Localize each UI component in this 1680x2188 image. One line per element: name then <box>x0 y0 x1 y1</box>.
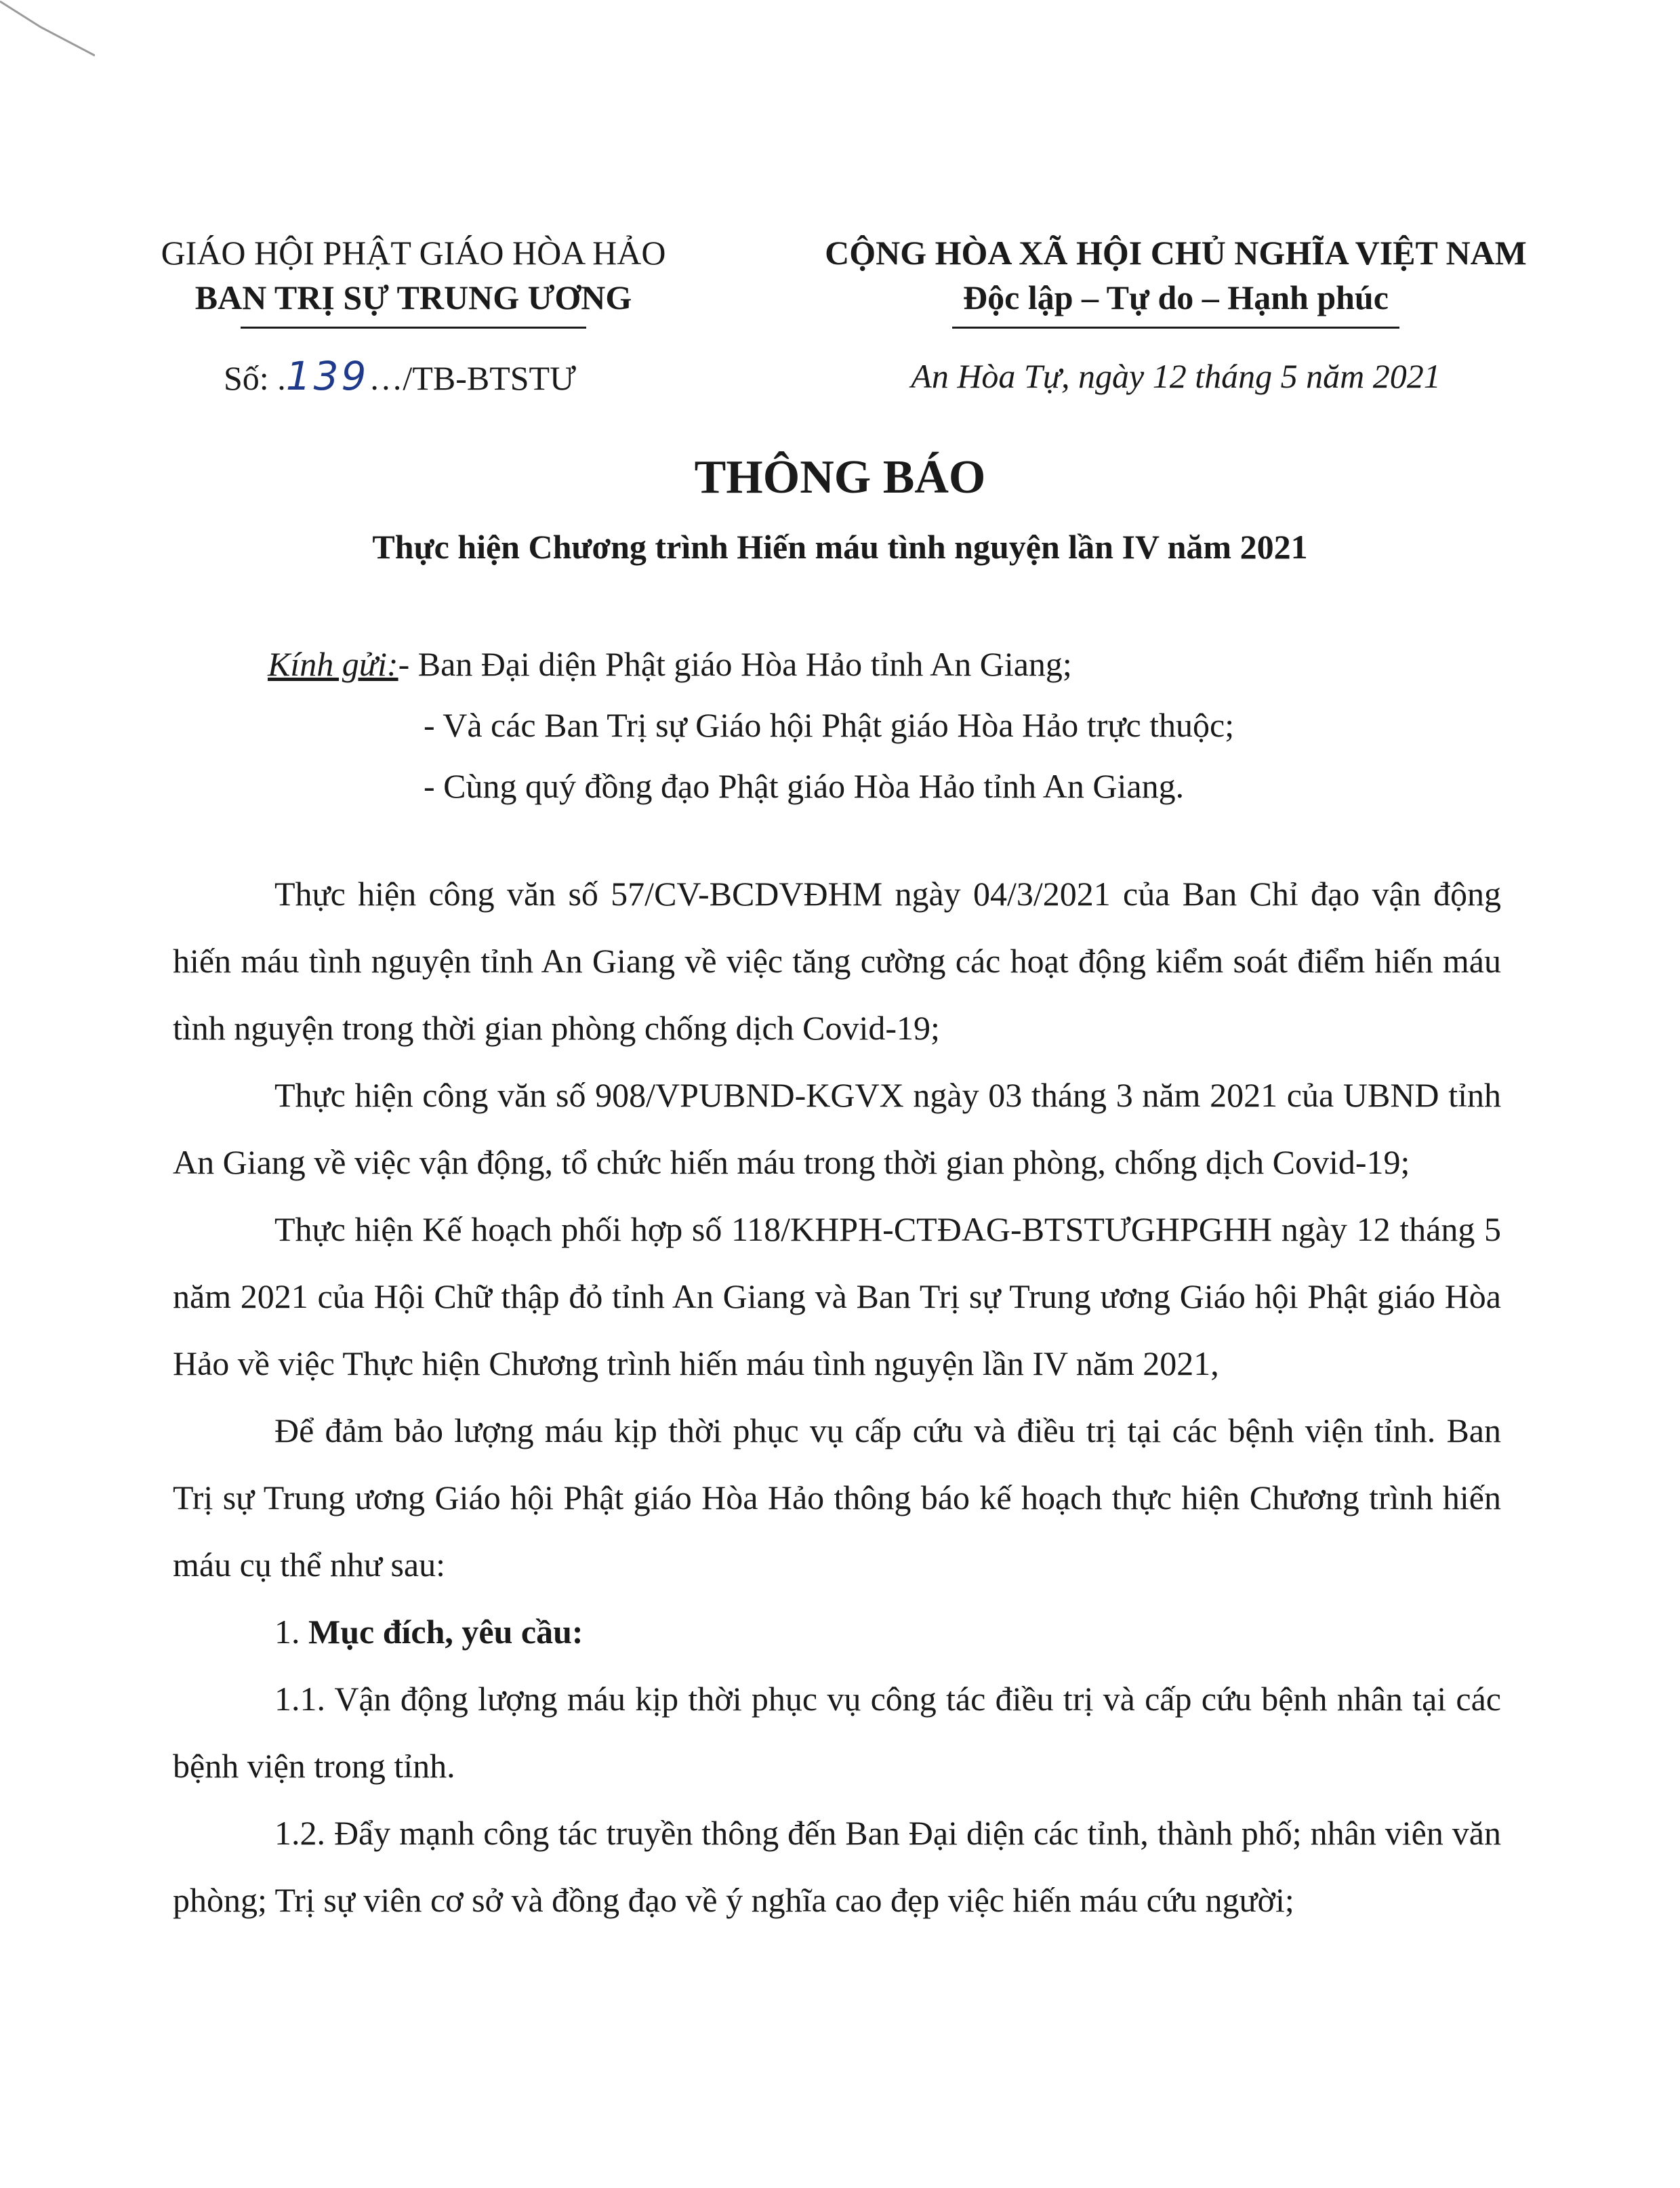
recipients-block <box>268 634 1234 817</box>
issuer-department: BAN TRỊ SỰ TRUNG ƯƠNG <box>194 278 632 316</box>
section-heading <box>173 1598 1501 1666</box>
body-paragraph: 1.1. Vận động lượng máu kịp thời phục vụ công tác điều trị và cấp cứu bệnh nhân tại các bệnh viện trong tỉnh. <box>173 1680 1501 1785</box>
recipient-line-1 <box>268 634 1234 695</box>
document-number-prefix: Số: . <box>224 359 286 397</box>
national-motto-underline <box>952 327 1399 329</box>
body-paragraph: Thực hiện công văn số 908/VPUBND-KGVX ngày 03 tháng 3 năm 2021 của UBND tỉnh An Giang về việc vận động, tổ chức hiến máu trong thời gian phòng, chống dịch Covid-19; <box>173 1076 1501 1181</box>
recipient-line-2 <box>268 695 1234 756</box>
issuer-org-name: GIÁO HỘI PHẬT GIÁO HÒA HẢO <box>161 234 666 272</box>
recipients-greeting: Kính gửi: <box>268 645 398 683</box>
national-header <box>752 230 1599 329</box>
recipient-line-3 <box>268 756 1234 817</box>
issuer-underline <box>241 327 586 329</box>
body-paragraph: Thực hiện công văn số 57/CV-BCDVĐHM ngày 04/3/2021 của Ban Chỉ đạo vận động hiến máu tình nguyện tỉnh An Giang về việc tăng cường các hoạt động kiểm soát điểm hiến máu tình nguyện trong thời gian phòng chống dịch Covid-19; <box>173 875 1501 1047</box>
document-subtitle: Thực hiện Chương trình Hiến máu tình nguyện lần IV năm 2021 <box>372 528 1308 566</box>
recipient-item: - Ban Đại diện Phật giáo Hòa Hảo tỉnh An Giang; <box>398 645 1072 683</box>
recipient-item: - Và các Ban Trị sự Giáo hội Phật giáo Hòa Hảo trực thuộc; <box>424 706 1235 744</box>
place-date: An Hòa Tự, ngày 12 tháng 5 năm 2021 <box>911 357 1441 395</box>
national-motto: Độc lập – Tự do – Hạnh phúc <box>963 278 1389 316</box>
section-number: 1. <box>274 1613 308 1651</box>
body-paragraph: Thực hiện Kế hoạch phối hợp số 118/KHPH-CTĐAG-BTSTƯGHPGHH ngày 12 tháng 5 năm 2021 của Hội Chữ thập đỏ tỉnh An Giang và Ban Trị sự Trung ương Giáo hội Phật giáo Hòa Hảo về việc Thực hiện Chương trình hiến máu tình nguyện lần IV năm 2021, <box>173 1210 1501 1382</box>
document-body <box>173 861 1501 1934</box>
issuer-header <box>108 230 718 329</box>
document-number-handwritten: 139 <box>285 353 369 399</box>
section-title: Mục đích, yêu cầu: <box>308 1613 583 1651</box>
document-number-suffix: …/TB-BTSTƯ <box>369 359 576 397</box>
scan-corner-mark <box>0 0 95 61</box>
national-title: CỘNG HÒA XÃ HỘI CHỦ NGHĨA VIỆT NAM <box>825 234 1527 272</box>
recipient-item: - Cùng quý đồng đạo Phật giáo Hòa Hảo tỉnh An Giang. <box>424 767 1185 805</box>
body-paragraph: Để đảm bảo lượng máu kịp thời phục vụ cấp cứu và điều trị tại các bệnh viện tỉnh. Ban Trị sự Trung ương Giáo hội Phật giáo Hòa Hảo thông báo kế hoạch thực hiện Chương trình hiến máu cụ thể như sau: <box>173 1411 1501 1584</box>
document-title: THÔNG BÁO <box>694 451 986 503</box>
body-paragraph: 1.2. Đẩy mạnh công tác truyền thông đến Ban Đại diện các tỉnh, thành phố; nhân viên văn phòng; Trị sự viên cơ sở và đồng đạo về ý nghĩa cao đẹp việc hiến máu cứu người; <box>173 1814 1501 1919</box>
document-number <box>224 352 576 402</box>
